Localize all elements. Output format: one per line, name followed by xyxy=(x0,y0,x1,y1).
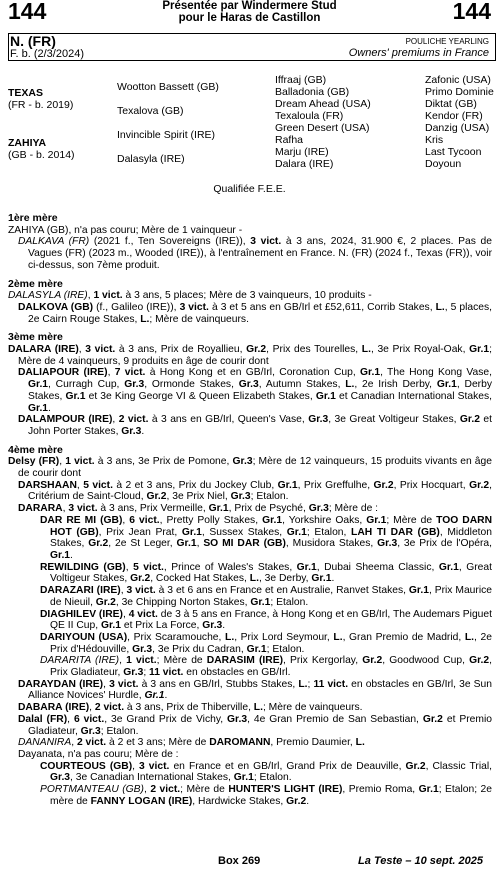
consignor-title: Présentée par Windermere Stud pour le Haras de Castillon xyxy=(162,0,337,24)
g3-1: Primo Dominie xyxy=(425,86,494,98)
g2-7: Dalara (IRE) xyxy=(275,158,334,170)
paragraph: DALKOVA (GB) (f., Galileo (IRE)), 3 vict. à 3 et 5 ans en GB/Irl et £52,611, Corrib Stakes, L., 5 places, 2e Cairn Rouge Stakes, L.; Mère de vainqueurs. xyxy=(18,301,493,325)
g1-2: Invincible Spirit (IRE) xyxy=(117,129,216,141)
lot-number-left: 144 xyxy=(8,0,47,24)
g2-6: Marju (IRE) xyxy=(275,146,329,158)
paragraph: PORTMANTEAU (GB), 2 vict.; Mère de HUNTER'S LIGHT (IRE), Premio Roma, Gr.1; Etalon; 2e mère de FANNY LOGAN (IRE), Hardwicke Stakes, Gr.2. xyxy=(40,784,493,807)
paragraph: DIAGHILEV (IRE), 4 vict. de 3 à 5 ans en France, à Hong Kong et en GB/Irl, The Audemars Piguet QE II Cup, Gr.1 et Prix La Force, Gr.3. xyxy=(40,608,492,632)
g2-2: Dream Ahead (USA) xyxy=(275,98,371,110)
section-title: 1ère mère xyxy=(8,212,58,224)
sale-place-date: La Teste – 10 sept. 2025 xyxy=(358,855,483,867)
g3-6: Last Tycoon xyxy=(425,146,482,158)
dam: ZAHIYA xyxy=(8,137,47,149)
paragraph: DARSHAAN, 5 vict. à 2 et 3 ans, Prix du Jockey Club, Gr.1, Prix Greffulhe, Gr.2, Prix Hocquart, Gr.2, Critérium de Saint-Cloud, Gr.2, 3e Prix Niel, Gr.3; Etalon. xyxy=(18,479,492,503)
paragraph: DALAMPOUR (IRE), 2 vict. à 3 ans en GB/Irl, Queen's Vase, Gr.3, 3e Great Voltigeur Stakes, Gr.2 et John Porter Stakes, Gr.3. xyxy=(18,414,492,437)
paragraph: DABARA (IRE), 2 vict. à 3 ans, Prix de Thiberville, L.; Mère de vainqueurs. xyxy=(18,702,363,714)
paragraph: Dalal (FR), 6 vict., 3e Grand Prix de Vichy, Gr.3, 4e Gran Premio de San Sebastian, Gr.2 et Premio Gladiateur, Gr.3; Etalon. xyxy=(18,713,492,737)
g1-0: Wootton Bassett (GB) xyxy=(117,81,219,93)
premium-note: Owners' premiums in France xyxy=(348,47,489,59)
paragraph: Delsy (FR), 1 vict. à 3 ans, 3e Prix de Pomone, Gr.3; Mère de 12 vainqueurs, 15 produits vivants en âge de courir dont xyxy=(8,456,492,480)
lot-number-right: 144 xyxy=(452,0,491,24)
paragraph: DALARA (IRE), 3 vict. à 3 ans, Prix de Royallieu, Gr.2, Prix des Tourelles, L., 3e Prix Royal-Oak, Gr.1; Mère de 4 vainqueurs, 9 produits en âge de courir dont xyxy=(8,344,492,367)
g2-0: Iffraaj (GB) xyxy=(275,74,327,86)
paragraph: DALKAVA (FR) (2021 f., Ten Sovereigns (IRE)), 3 vict. à 3 ans, 2024, 31.900 €, 2 places. Pas de Vagues (FR) (2023 m., Wooded (IRE)), à l'entraînement en France. N. (FR) (2024 f., Texas (FR)), voir ci-dessus, son 7ème produit. xyxy=(18,236,492,271)
horse-name: N. (FR) xyxy=(10,33,56,49)
g3-3: Kendor (FR) xyxy=(425,110,483,122)
paragraph: COURTEOUS (GB), 3 vict. en France et en GB/Irl, Grand Prix de Deauville, Gr.2, Classic Trial, Gr.3, 3e Canadian International Stakes, Gr.1; Etalon. xyxy=(40,760,492,784)
dam-info: (GB - b. 2014) xyxy=(8,149,75,161)
horse-description: F. b. (2/3/2024) xyxy=(10,48,84,60)
g2-1: Balladonia (GB) xyxy=(275,86,350,98)
g2-3: Texaloula (FR) xyxy=(275,110,344,122)
paragraph: DANANIRA, 2 vict. à 2 et 3 ans; Mère de DAROMANN, Premio Daumier, L. xyxy=(18,737,365,749)
g3-0: Zafonic (USA) xyxy=(425,74,491,86)
paragraph: DARAYDAN (IRE), 3 vict. à 3 ans en GB/Irl, Stubbs Stakes, L.; 11 vict. en obstacles en GB/Irl, 3e Sun Alliance Novices' Hurdle, Gr.1. xyxy=(18,678,492,702)
paragraph: Dayanata, n'a pas couru; Mère de : xyxy=(18,748,179,760)
catalogue-header xyxy=(0,0,499,32)
g2-5: Rafha xyxy=(275,134,304,146)
paragraph: DAR RE MI (GB), 6 vict., Pretty Polly Stakes, Gr.1, Yorkshire Oaks, Gr.1; Mère de TOO DARN HOT (GB), Prix Jean Prat, Gr.1, Sussex Stakes, Gr.1; Etalon, LAH TI DAR (GB), Middleton Stakes, Gr.2, 2e St Leger, Gr.1, SO MI DAR (GB), Musidora Stakes, Gr.3, 3e Prix de l'Opéra, Gr.1. xyxy=(40,514,493,561)
qualification: Qualifiée F.E.E. xyxy=(213,183,286,195)
sire: TEXAS xyxy=(8,87,44,99)
g3-4: Danzig (USA) xyxy=(425,122,490,134)
paragraph: DARARITA (IRE), 1 vict.; Mère de DARASIM (IRE), Prix Kergorlay, Gr.2, Goodwood Cup, Gr.2, Prix Gladiateur, Gr.3; 11 vict. en obstacles en GB/Irl. xyxy=(40,655,493,679)
g3-7: Doyoun xyxy=(425,158,462,170)
g1-1: Texalova (GB) xyxy=(117,105,184,117)
paragraph: DALIAPOUR (IRE), 7 vict. à Hong Kong et en GB/Irl, Coronation Cup, Gr.1, The Hong Kong Vase, Gr.1, Curragh Cup, Gr.3, Ormonde Stakes, Gr.3, Autumn Stakes, L., 2e Irish Derby, Gr.1, Derby Stakes, Gr.1 et 3e King George VI & Queen Elizabeth Stakes, Gr.1 et Canadian International Stakes, Gr.1. xyxy=(18,367,492,414)
g1-3: Dalasyla (IRE) xyxy=(117,153,185,165)
box-number: Box 269 xyxy=(218,855,261,867)
horse-box xyxy=(8,33,496,61)
section-title: 4ème mère xyxy=(8,443,63,456)
paragraph: REWILDING (GB), 5 vict., Prince of Wales's Stakes, Gr.1, Dubai Sheema Classic, Gr.1, Great Voltigeur Stakes, Gr.2, Cocked Hat Stakes, L., 3e Derby, Gr.1. xyxy=(40,561,492,585)
catalogue-body xyxy=(8,206,492,807)
paragraph: DALASYLA (IRE), 1 vict. à 3 ans, 5 places; Mère de 3 vainqueurs, 10 produits - xyxy=(8,290,372,302)
paragraph: DARIYOUN (USA), Prix Scaramouche, L., Prix Lord Seymour, L., Gran Premio de Madrid, L., 2e Prix d'Hédouville, Gr.3, 3e Prix du Cadran, Gr.1; Etalon. xyxy=(40,631,492,655)
horse-category: POULICHE YEARLING xyxy=(405,37,489,46)
g3-2: Diktat (GB) xyxy=(425,98,477,110)
paragraph: DARAZARI (IRE), 3 vict. à 3 et 6 ans en France et en Australie, Ranvet Stakes, Gr.1, Prix Maurice de Nieuil, Gr.2, 3e Chipping Norton Stakes, Gr.1; Etalon. xyxy=(40,585,492,608)
sire-info: (FR - b. 2019) xyxy=(8,99,74,111)
g2-4: Green Desert (USA) xyxy=(275,122,370,134)
g3-5: Kris xyxy=(425,134,444,146)
section-title: 3ème mère xyxy=(8,331,63,344)
paragraph: DARARA, 3 vict. à 3 ans, Prix Vermeille, Gr.1, Prix de Psyché, Gr.3; Mère de : xyxy=(18,503,379,515)
section-title: 2ème mère xyxy=(8,277,63,290)
paragraph: ZAHIYA (GB), n'a pas couru; Mère de 1 vainqueur - xyxy=(8,224,243,236)
